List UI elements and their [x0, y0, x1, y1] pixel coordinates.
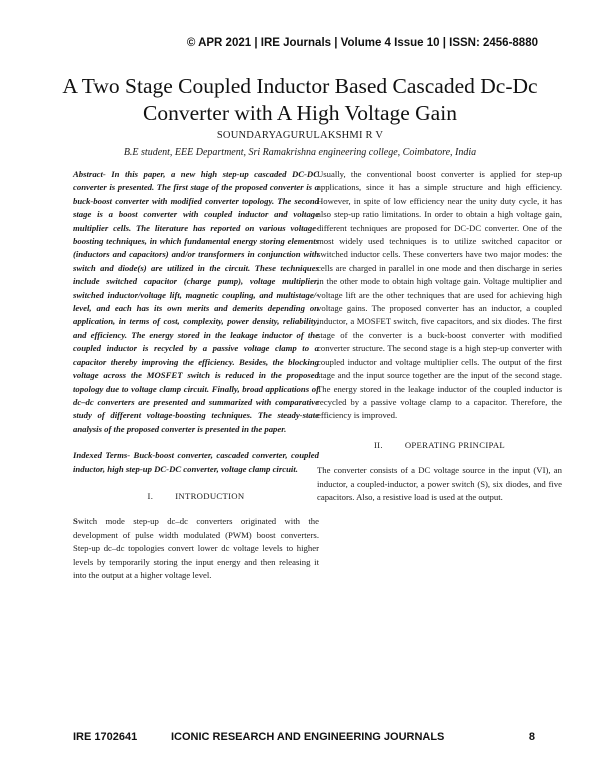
operating-principal-paragraph: The converter consists of a DC voltage source in the input (VI), an inductor, a coupled-inductor, a power switch (S), six diodes, and five capacitors. Also, a resistive load is used at the output. [317, 465, 562, 502]
introduction-paragraph [73, 515, 319, 582]
left-column [73, 168, 319, 582]
section-heading-operating-principal [317, 439, 562, 452]
index-terms: Indexed Terms- Buck-boost converter, cascaded converter, coupled inductor, high step-up DC-DC converter, voltage clamp circuit. [73, 450, 319, 474]
section-title: INTRODUCTION [175, 490, 245, 501]
page-number: 8 [528, 731, 535, 743]
abstract: Abstract- In this paper, a new high step-up cascaded DC-DC converter is presented. The first stage of the proposed converter is a buck-boost converter with modified converter topology. The second stage is a boost converter with coupled inductor and voltage multiplier cells. The literature has reported on various voltage-boosting techniques, in which fundamental energy storing elements (inductors and capacitors) and/or transformers in conjunction with switch and diode(s) are utilized in the circuit. These techniques include switched capacitor (charge pump), voltage multiplier, switched inductor/voltage lift, magnetic coupling, and multistage/-level, and each has its own merits and demerits depending on application, in terms of cost, complexity, power density, reliability, and efficiency. The energy stored in the leakage inductor of the coupled inductor is recycled by a passive voltage clamp to a capacitor thereby improving the efficiency. Besides, the blocking voltage across the MOSFET switch is reduced in the proposed topology due to voltage clamp circuit. Finally, broad applications of dc–dc converters are presented and summarized with comparative study of different voltage-boosting techniques. The steady-state analysis of the proposed converter is presented in the paper. [73, 169, 319, 434]
drop-cap: S [73, 516, 78, 527]
section-title: OPERATING PRINCIPAL [404, 439, 506, 450]
body-paragraph: Usually, the conventional boost converter is applied for step-up applications, since it has a simple structure and high efficiency. However, in spite of low efficiency near the unity duty cycle, it has also step-up ratio limitations. In order to obtain a high voltage gain, different techniques are proposed for DC-DC converter. One of the most widely used techniques is to utilize switched capacitor or switched inductor cells. These converters have two major modes: the cells are charged in parallel in one mode and then discharge in series in the other mode to obtain high voltage gain. Voltage multiplier and voltage lift are the other techniques that are used for achieving high voltage gains. The proposed converter has an inductor, a coupled inductor, a MOSFET switch, five capacitors, and six diodes. The first stage of the converter is a buck-boost converter with modified converter structure. The second stage is a high step-up converter with coupled inductor and voltage multiplier cells. The output of the first stage and the input source together are the input of the second stage. The energy stored in the leakage inductor of the coupled inductor is recycled by a passive voltage clamp to a capacitor. Therefore, the efficiency is improved. [317, 169, 562, 421]
author-name: SOUNDARYAGURULAKSHMI R V [216, 130, 384, 141]
author-affiliation: B.E student, EEE Department, Sri Ramakrishna engineering college, Coimbatore, India [123, 147, 477, 158]
footer-journal-name: ICONIC RESEARCH AND ENGINEERING JOURNALS [171, 731, 445, 743]
section-heading-introduction [73, 490, 319, 503]
journal-header: © APR 2021 | IRE Journals | Volume 4 Issue 10 | ISSN: 2456-8880 [186, 37, 538, 49]
right-column [317, 168, 562, 504]
section-number: II. [373, 439, 383, 450]
footer-article-id: IRE 1702641 [73, 731, 138, 743]
introduction-text: witch mode step-up dc–dc converters originated with the development of pulse width modulated (PWM) boost converters. Step-up dc–dc topologies convert lower dc voltage levels to higher levels by temporarily storing the input energy and then releasing it into the output at a higher voltage level. [73, 516, 319, 580]
paper-title: A Two Stage Coupled Inductor Based Cascaded Dc-Dc Converter with A High Voltage Gain [62, 74, 538, 125]
section-number: I. [147, 490, 154, 501]
